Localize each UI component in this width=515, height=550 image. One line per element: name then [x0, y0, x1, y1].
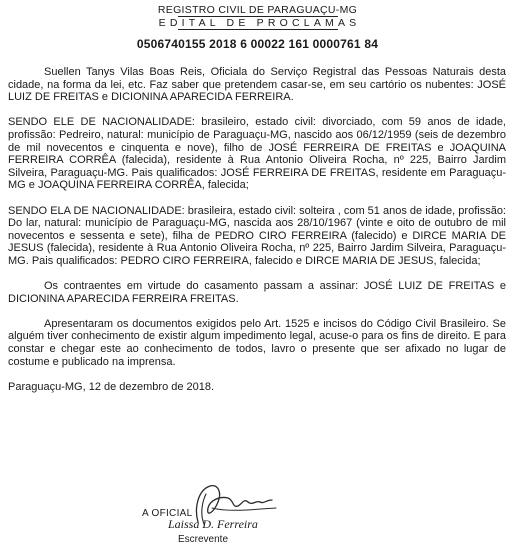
header-rule-bottom: [178, 29, 338, 30]
signature-block: [120, 478, 380, 550]
registry-code: 0506740155 2018 6 00022 161 0000761 84: [136, 37, 379, 51]
document-header: [0, 4, 515, 52]
names-after-marriage-paragraph: Os contraentes em virtude do casamento passam a assinar: JOSÉ LUIZ DE FREITAS e DICIONINA APARECIDA FERREIRA FREITAS.: [8, 280, 506, 305]
groom-paragraph: SENDO ELE DE NACIONALIDADE: brasileiro, estado civil: divorciado, com 59 anos de idade, profissão: Pedreiro, natural: município de Paraguaçu-MG, nascido aos 06/12/1959 (seis de dezembro de mil novecentos e cinquenta e nove), filho de JOSÉ FERREIRA DE FREITAS e JOAQUINA FERREIRA CORRÊA (falecida), residente à Rua Antonio Oliveira Rocha, nº 225, Bairro Jardim Silveira, Paraguaçu-MG. Pais qualificados: JOSÉ FERREIRA DE FREITAS, residente em Paraguaçu-MG e JOAQUINA FERREIRA CORRÊA, falecida;: [8, 116, 506, 192]
intro-paragraph: Suellen Tanys Vilas Boas Reis, Oficiala do Serviço Registral das Pessoas Naturais desta cidade, na forma da lei, etc. Faz saber que pretendem casar-se, em seu cartório os nubentes: JOSÉ LUIZ DE FREITAS e DICIONINA APARECIDA FERREIRA.: [8, 66, 506, 104]
document-title: EDITAL DE PROCLAMAS: [158, 17, 361, 29]
document-body: [8, 66, 506, 393]
place-date: Paraguaçu-MG, 12 de dezembro de 2018.: [8, 380, 215, 393]
signatory-role: Escrevente: [178, 534, 229, 545]
bride-paragraph: SENDO ELA DE NACIONALIDADE: brasileira, estado civil: solteira , com 51 anos de idade, profissão: Do lar, natural: município de Paraguaçu-MG, nascida aos 28/10/1967 (vinte e oito de outubro de mil novecentos e sessenta e sete), filha de PEDRO CIRO FERREIRA (falecido) e DIRCE MARIA DE JESUS (falecida), residente à Rua Antonio Oliveira Rocha, nº 225, Bairro Jardim Silveira, Paraguaçu-MG. Pais qualificados: PEDRO CIRO FERREIRA, falecido e DIRCE MARIA DE JESUS, falecida;: [8, 204, 506, 267]
closing-paragraph: Apresentaram os documentos exigidos pelo Art. 1525 e incisos do Código Civil Brasileiro. Se alguém tiver conhecimento de existir algum impedimento legal, acuse-o para os fins de direito. E para constar e chegar este ao conhecimento de todos, lavro o presente que ser afixado no lugar de costume e publicado na imprensa.: [8, 317, 506, 368]
signatory-name: Laissa D. Ferreira: [168, 517, 258, 531]
registry-name: REGISTRO CIVIL DE PARAGUAÇU-MG: [157, 4, 358, 16]
signatory-office: A OFICIAL: [142, 508, 193, 519]
